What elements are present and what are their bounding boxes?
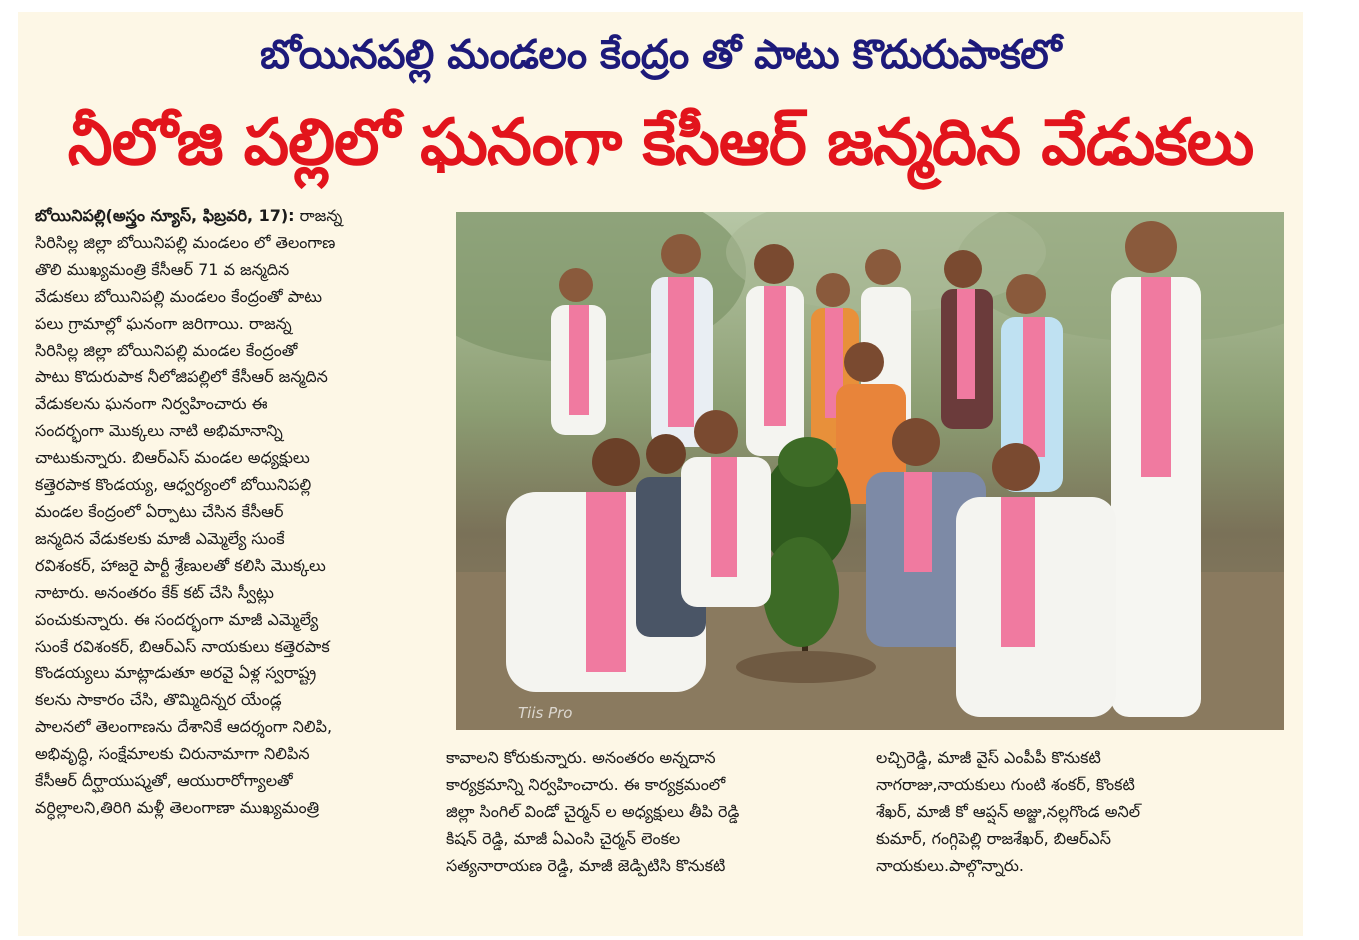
article-line: పంచుకున్నారు. ఈ సందర్భంగా మాజీ ఎమ్మెల్యే <box>35 609 319 629</box>
article-line: రవిశంకర్, హాజరై పార్టీ శ్రేణులతో కలిసి మొక్కలు <box>35 555 326 575</box>
photo-illustration <box>456 212 1284 730</box>
article-line: నాగరాజు,నాయకులు గుంటి శంకర్, కొంకటి <box>876 774 1135 794</box>
article-column-2 <box>446 745 871 880</box>
article-line: సిరిసిల్ల జిల్లా బోయినిపల్లి మండలం లో తెలంగాణ <box>35 232 336 252</box>
news-photo <box>456 212 1284 730</box>
article-line: తొలి ముఖ్యమంత్రి కేసీఆర్ 71 వ జన్మదిన <box>35 259 290 279</box>
article-line: కార్యక్రమాన్ని నిర్వహించారు. ఈ కార్యక్రమంలో <box>446 774 726 794</box>
article-line: కత్తెరపాక కొండయ్య, ఆధ్వర్యంలో బోయినిపల్లి <box>35 475 312 495</box>
article-dateline: బోయినిపల్లి(అస్త్రం న్యూస్, ఫిబ్రవరి, 17): <box>35 206 295 225</box>
article-line: సిరిసిల్ల జిల్లా బోయినిపల్లి మండల కేంద్రంతో <box>35 340 298 360</box>
article-line: అభివృద్ధి, సంక్షేమాలకు చిరునామాగా నిలిపిన <box>35 744 310 764</box>
photo-watermark: Tiis Pro <box>518 704 573 722</box>
article-line: కలను సాకారం చేసి, తొమ్మిదిన్నర యేండ్ల <box>35 690 282 710</box>
article-line: కేసీఆర్ దీర్ఘాయుష్మతో, ఆయురారోగ్యాలతో <box>35 771 293 791</box>
main-headline: నీలోజి పల్లిలో ఘనంగా కేసీఆర్ జన్మదిన వేడుకలు <box>67 106 1254 180</box>
article-line: సుంకే రవిశంకర్, బిఆర్ఎస్ నాయకులు కత్తెరపాక <box>35 636 330 656</box>
article-line: చాటుకున్నారు. బిఆర్ఎస్ మండల అధ్యక్షులు <box>35 448 310 468</box>
article-column-1 <box>35 203 425 822</box>
article-line: పలు గ్రామాల్లో ఘనంగా జరిగాయి. రాజన్న <box>35 313 292 333</box>
article-line: నాయకులు.పాల్గొన్నారు. <box>876 855 1024 875</box>
article-line: పాలనలో తెలంగాణను దేశానికే ఆదర్శంగా నిలిపి, <box>35 717 333 737</box>
article-line: నాటారు. అనంతరం కేక్ కట్ చేసి స్వీట్లు <box>35 582 274 602</box>
article-line: వేడుకలను ఘనంగా నిర్వహించారు ఈ <box>35 394 268 414</box>
article-line: సందర్భంగా మొక్కలు నాటి అభిమానాన్ని <box>35 421 283 441</box>
article-line: మండల కేంద్రంలో ఏర్పాటు చేసిన కేసీఆర్ <box>35 501 284 521</box>
article-line: కిషన్ రెడ్డి, మాజీ ఏఎంసి చైర్మన్ లెంకల <box>446 828 681 848</box>
article-line: జన్మదిన వేడుకలకు మాజీ ఎమ్మెల్యే సుంకే <box>35 528 285 548</box>
article-line: కావాలని కోరుకున్నారు. అనంతరం అన్నదాన <box>446 748 716 767</box>
article-line: వర్ధిల్లాలని,తిరిగి మళ్లీ తెలంగాణా ముఖ్యమంత్రి <box>35 797 320 817</box>
article-column-3 <box>876 745 1281 880</box>
article-line: సత్యనారాయణ రెడ్డి, మాజీ జెడ్పిటిసి కొనుకటి <box>446 855 726 875</box>
article-line: శేఖర్, మాజీ కో ఆప్షన్ అజ్జు,నల్లగొండ అనిల్ <box>876 801 1141 821</box>
article-line: కొండయ్యలు మాట్లాడుతూ అరవై ఏళ్ల స్వరాష్ట్ర <box>35 663 317 683</box>
article-line: కుమార్, గంగ్గిపెల్లి రాజశేఖర్, బిఆర్ఎస్ <box>876 828 1111 848</box>
article-line: రాజన్న <box>294 206 343 225</box>
sub-headline: బోయినపల్లి మండలం కేంద్రం తో పాటు కొదురుపాకలో <box>260 32 1061 78</box>
article-line: పాటు కొదురుపాక నీలోజిపల్లిలో కేసీఆర్ జన్మదిన <box>35 367 328 387</box>
article-line: లచ్చిరెడ్డి, మాజీ వైస్ ఎంపీపీ కొనుకటి <box>876 748 1101 767</box>
article-line: వేడుకలు బోయినిపల్లి మండలం కేంద్రంతో పాటు <box>35 286 323 306</box>
article-line: జిల్లా సింగిల్ విండో చైర్మన్ ల అధ్యక్షులు తీపి రెడ్డి <box>446 801 740 821</box>
